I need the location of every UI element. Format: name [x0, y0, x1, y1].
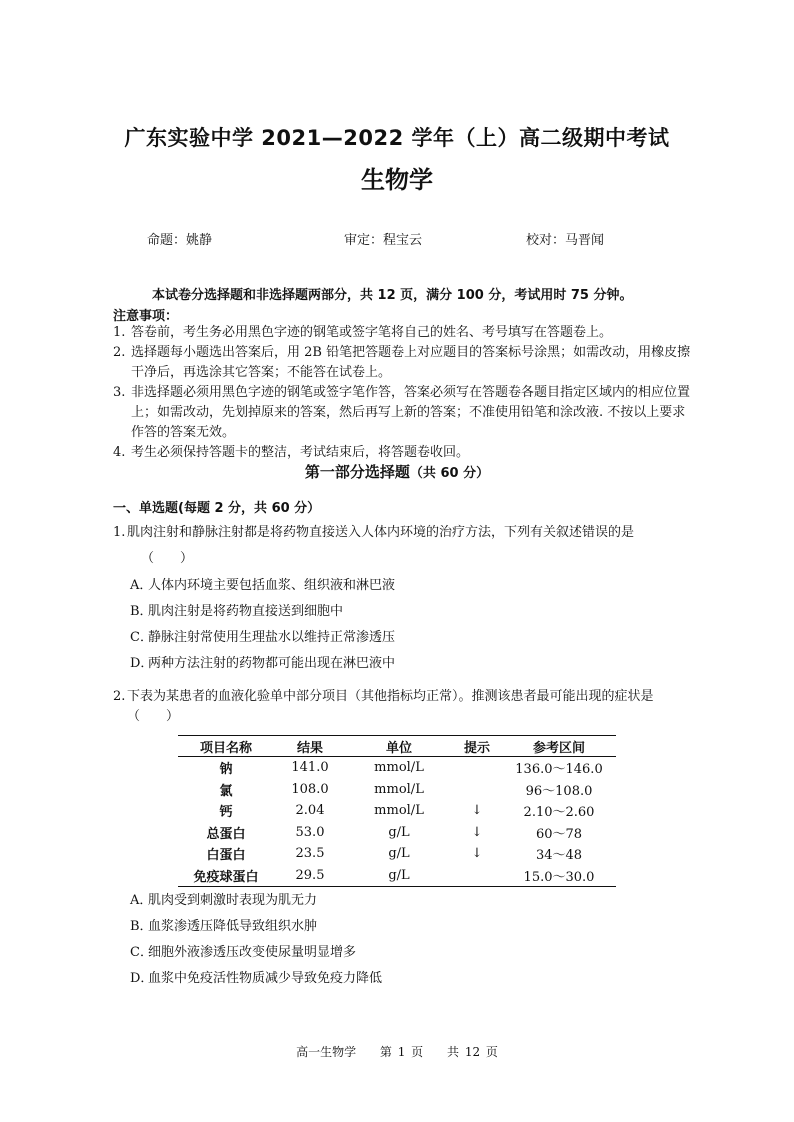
option-letter: C．	[130, 945, 153, 960]
notice-number: 1.	[113, 325, 126, 340]
down-arrow-indicator: ↓	[471, 803, 483, 819]
setter-label: 命题：姚静	[147, 233, 213, 248]
answer-paren: （ ）	[141, 551, 194, 566]
option-letter: D．	[130, 656, 154, 671]
option-a	[130, 888, 382, 914]
footer-course: 高一生物学	[296, 1045, 357, 1059]
section-heading: 一、单选题(每题 2 分，共 60 分）	[113, 501, 321, 516]
subject-title: 生物学	[361, 166, 433, 194]
table-header-row	[178, 736, 616, 757]
notice-text: 选择题每小题选出答案后，用 2B 铅笔把答题卷上对应题目的答案标号涂黑；如需改动，用橡皮擦干净后，再选涂其它答案；不能答在试卷上。	[131, 345, 691, 380]
table-cell: 15.0～30.0	[502, 865, 616, 887]
down-arrow-indicator: ↓	[471, 846, 483, 862]
table-cell: 2.10～2.60	[523, 805, 595, 821]
proofreader-label: 校对：马晋闻	[526, 233, 605, 248]
table-cell: 23.5	[295, 846, 325, 862]
table-row	[178, 843, 616, 865]
table-row	[178, 822, 616, 844]
notice-number: 2.	[113, 345, 126, 360]
option-text: 静脉注射常使用生理盐水以维持正常渗透压	[148, 630, 396, 645]
option-text: 肌肉受到刺激时表现为肌无力	[148, 893, 318, 908]
notice-text: 非选择题必须用黑色字迹的钢笔或签字笔作答，答案必须写在答题卷各题目指定区域内的相应位置上；如需改动，先划掉原来的答案，然后再写上新的答案；不准使用铅笔和涂改液. 不按以上要求作答的答案无效。	[131, 385, 691, 440]
option-text: 两种方法注射的药物都可能出现在淋巴液中	[148, 656, 396, 671]
part-score: （共 60 分）	[409, 466, 490, 481]
question-2	[113, 687, 693, 727]
table-row	[178, 865, 616, 887]
notice-item	[113, 323, 693, 343]
question-stem	[113, 687, 693, 727]
table-cell: 钙	[219, 805, 233, 821]
table-cell: mmol/L	[374, 781, 424, 797]
table-cell	[452, 865, 502, 887]
column-header: 提示	[452, 736, 502, 757]
exam-intro: 本试卷分选择题和非选择题两部分，共 12 页，满分 100 分，考试用时 75 分钟。	[152, 288, 633, 303]
notice-heading: 注意事项：	[113, 309, 179, 324]
table-cell: 141.0	[291, 760, 329, 776]
table-cell: g/L	[388, 846, 410, 862]
option-text: 血浆中免疫活性物质减少导致免疫力降低	[148, 971, 383, 986]
question-text: 肌肉注射和静脉注射都是将药物直接送入人体内环境的治疗方法，下列有关叙述错误的是	[127, 525, 635, 540]
table-cell: 总蛋白	[206, 826, 246, 842]
option-text: 人体内环境主要包括血浆、组织液和淋巴液	[148, 578, 396, 593]
column-header: 结果	[274, 736, 346, 757]
option-d	[130, 651, 395, 677]
table-cell: g/L	[346, 865, 452, 887]
table-cell: mmol/L	[374, 760, 424, 776]
part-title: 第一部分选择题	[304, 463, 410, 481]
table-row	[178, 800, 616, 822]
table-cell: 29.5	[274, 865, 346, 887]
column-header: 参考区间	[502, 736, 616, 757]
question-2-options	[130, 888, 382, 992]
question-1	[113, 523, 693, 569]
table-cell: 108.0	[291, 781, 329, 797]
option-b	[130, 599, 395, 625]
option-c	[130, 940, 382, 966]
table-cell: 免疫球蛋白	[178, 865, 274, 887]
option-b	[130, 914, 382, 940]
option-text: 血浆渗透压降低导致组织水肿	[148, 919, 318, 934]
table-cell	[452, 757, 502, 779]
table-cell: 氯	[219, 783, 233, 799]
option-d	[130, 966, 382, 992]
footer-total-pages: 共 12 页	[447, 1045, 498, 1059]
option-c	[130, 625, 395, 651]
option-letter: C．	[130, 630, 153, 645]
option-letter: D．	[130, 971, 154, 986]
table-cell: 白蛋白	[206, 848, 246, 864]
part-heading	[0, 461, 794, 482]
question-number: 2.	[113, 689, 126, 704]
table-cell: 53.0	[295, 824, 325, 840]
notice-text: 答卷前，考生务必用黑色字迹的钢笔或签字笔将自己的姓名、考号填写在答题卷上。	[131, 325, 613, 340]
table-cell: 2.04	[295, 803, 325, 819]
column-header: 单位	[346, 736, 452, 757]
table-cell: 96～108.0	[525, 783, 593, 799]
table-row	[178, 779, 616, 801]
footer-page-number: 第 1 页	[379, 1045, 424, 1059]
notice-item	[113, 383, 693, 443]
page-footer	[0, 1043, 794, 1060]
table-cell: g/L	[388, 824, 410, 840]
notice-text: 考生必须保持答题卡的整洁，考试结束后，将答题卷收回。	[131, 445, 470, 460]
column-header: 项目名称	[178, 736, 274, 757]
exam-title: 广东实验中学 2021—2022 学年（上）高二级期中考试	[124, 126, 670, 150]
notice-list	[113, 323, 693, 463]
option-letter: B．	[130, 919, 153, 934]
table-cell: 钠	[219, 762, 233, 778]
table-cell: mmol/L	[374, 803, 424, 819]
notice-number: 3.	[113, 385, 126, 400]
notice-item	[113, 443, 693, 463]
reviewer-label: 审定：程宝云	[344, 233, 423, 248]
question-number: 1.	[113, 525, 126, 540]
option-letter: A．	[130, 893, 153, 908]
notice-number: 4.	[113, 445, 126, 460]
option-text: 肌肉注射是将药物直接送到细胞中	[148, 604, 344, 619]
notice-item	[113, 343, 693, 383]
table-row	[178, 757, 616, 779]
option-letter: B．	[130, 604, 153, 619]
question-stem	[113, 523, 693, 543]
blood-test-table	[178, 735, 616, 887]
question-1-options	[130, 573, 395, 677]
table-cell: 34～48	[535, 848, 583, 864]
option-text: 细胞外液渗透压改变使尿量明显增多	[148, 945, 357, 960]
table-cell: 136.0～146.0	[515, 762, 603, 778]
table-cell	[452, 779, 502, 801]
option-letter: A．	[130, 578, 153, 593]
down-arrow-indicator: ↓	[471, 824, 483, 840]
table-cell: 60～78	[535, 826, 583, 842]
option-a	[130, 573, 395, 599]
question-text: 下表为某患者的血液化验单中部分项目（其他指标均正常）。推测该患者最可能出现的症状是（ ）	[127, 689, 654, 724]
